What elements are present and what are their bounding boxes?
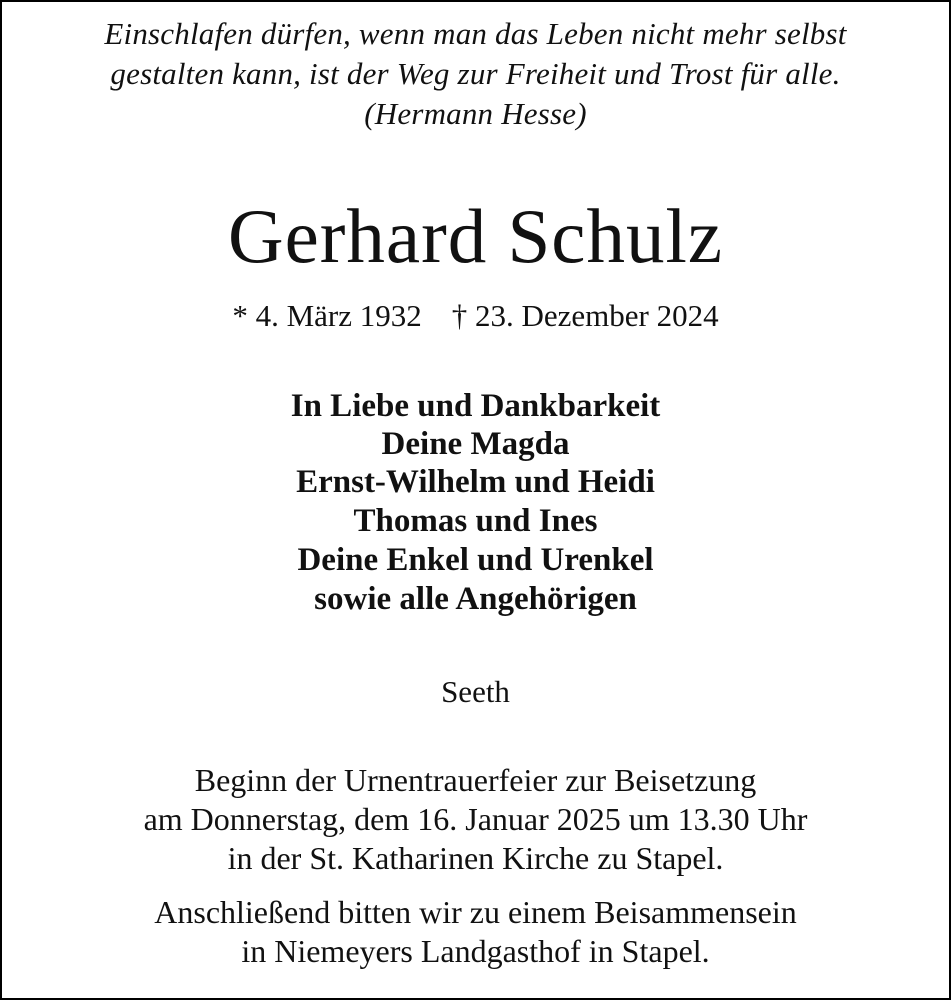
ceremony-line-2: am Donnerstag, dem 16. Januar 2025 um 13.30 Uhr <box>143 801 808 837</box>
mourners-line-2: Deine Magda <box>381 426 570 462</box>
deceased-name: Gerhard Schulz <box>227 193 724 279</box>
ceremony-line-1: Beginn der Urnentrauerfeier zur Beisetzung <box>194 762 757 798</box>
quote-line-2: gestalten kann, ist der Weg zur Freiheit und Trost für alle. <box>110 56 841 91</box>
mourners-line-4: Thomas und Ines <box>353 503 598 539</box>
life-dates <box>2 298 949 334</box>
mourners-line-5: Deine Enkel und Urenkel <box>297 542 654 578</box>
gathering-line-1: Anschließend bitten wir zu einem Beisammensein <box>154 894 797 930</box>
gathering-line-2: in Niemeyers Landgasthof in Stapel. <box>241 933 710 969</box>
quote-attribution: (Hermann Hesse) <box>364 96 587 131</box>
ceremony-line-3: in der St. Katharinen Kirche zu Stapel. <box>227 840 724 876</box>
mourners-line-6: sowie alle Angehörigen <box>314 581 637 617</box>
mourners-line-1: In Liebe und Dankbarkeit <box>290 388 661 424</box>
death-date: † 23. Dezember 2024 <box>451 298 719 333</box>
mourners-line-3: Ernst-Wilhelm und Heidi <box>296 464 655 500</box>
place-name: Seeth <box>441 674 510 709</box>
quote-line-1: Einschlafen dürfen, wenn man das Leben nicht mehr selbst <box>104 16 847 51</box>
birth-date: * 4. März 1932 <box>232 298 422 333</box>
